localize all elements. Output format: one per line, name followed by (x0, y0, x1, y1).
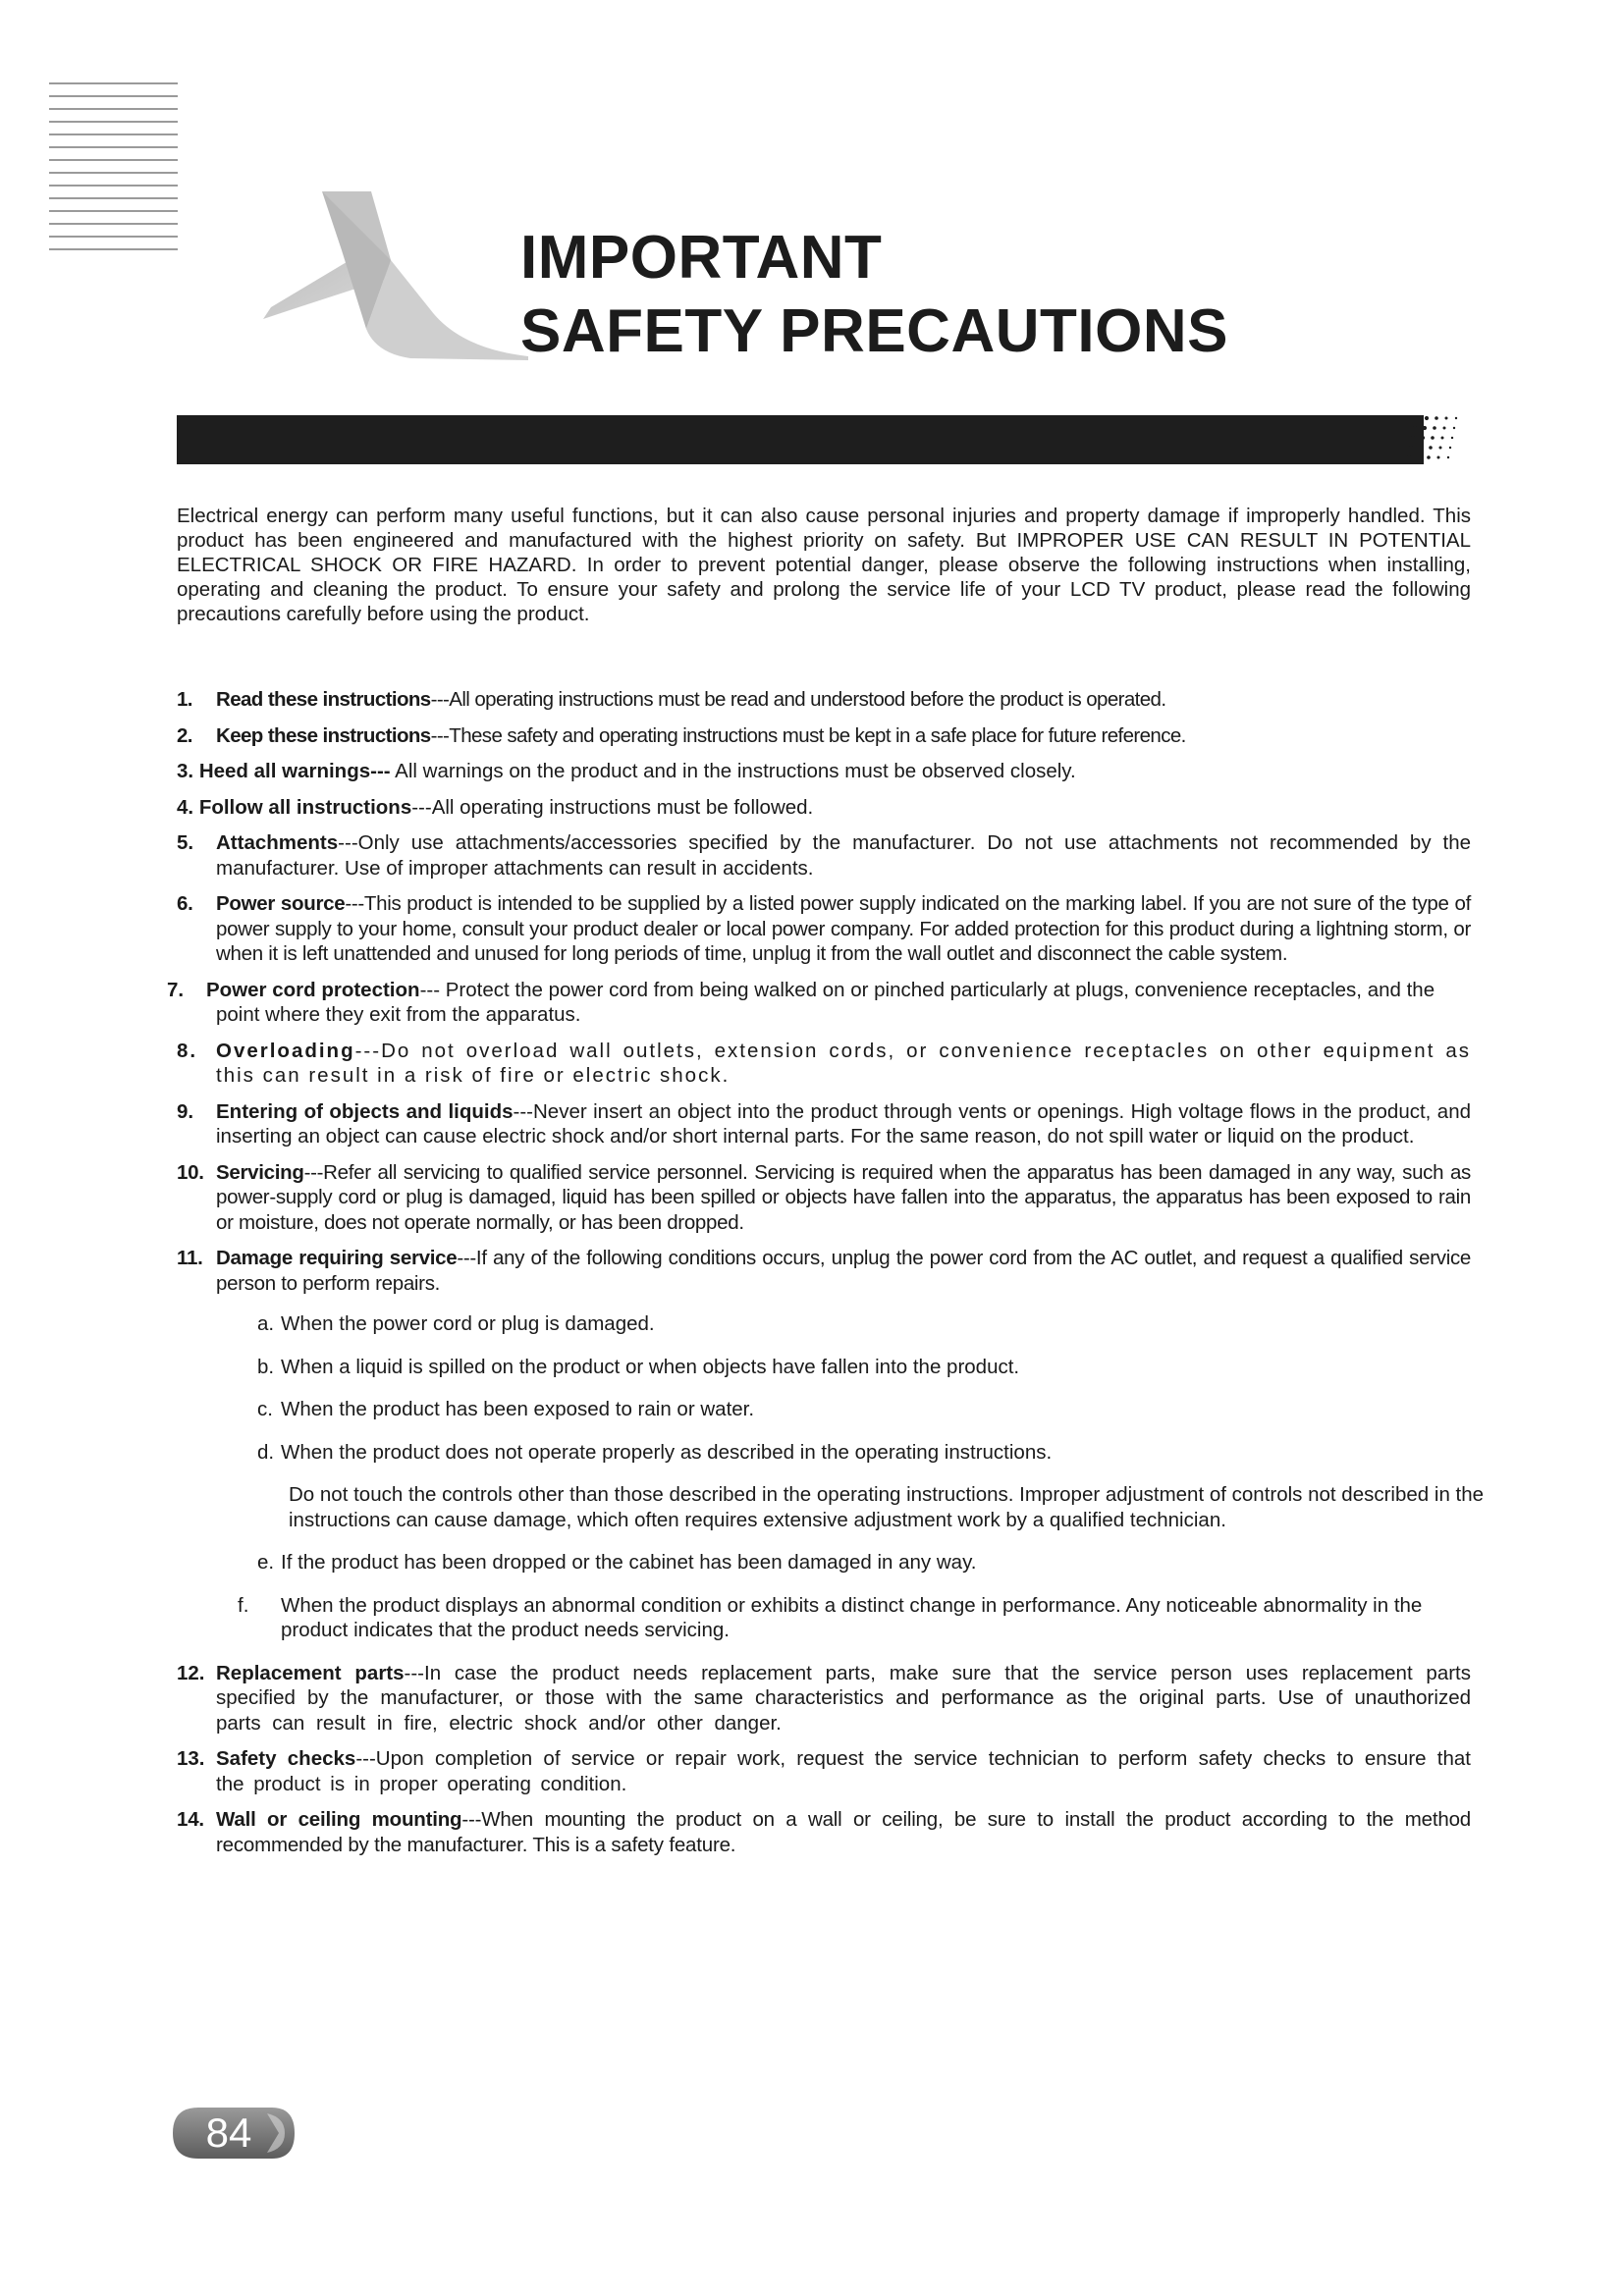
sub-item-text: When the product displays an abnormal condition or exhibits a distinct change in performance. Any noticeable abnormality in the product indicates that the product needs servicing. (281, 1593, 1423, 1641)
sub-item-text: When a liquid is spilled on the product or when objects have fallen into the product. (281, 1355, 1020, 1378)
list-item (177, 1099, 1471, 1149)
item-text: ---If any of the following conditions occurs, unplug the power cord from the AC outlet, and request a qualified service person to perform repairs. (216, 1247, 1471, 1295)
intro-paragraph: Electrical energy can perform many useful functions, but it can also cause personal injuries and property damage if improperly handled. This product has been engineered and manufactured with the highest priority on safety. But IMPROPER USE CAN RESULT IN POTENTIAL ELECTRICAL SHOCK OR FIRE HAZARD. In order to prevent potential danger, please observe the following instructions when installing, operating and cleaning the product. To ensure your safety and prolong the service life of your LCD TV product, please read the following precautions carefully before using the product. (177, 505, 1471, 625)
header-bar (177, 415, 1424, 464)
item-title: Wall or ceiling mounting (216, 1808, 462, 1831)
sub-item-text: If the product has been dropped or the cabinet has been damaged in any way. (281, 1551, 977, 1574)
list-item (177, 1807, 1471, 1857)
list-item (177, 795, 1471, 821)
item-text: ---Upon completion of service or repair work, request the service technician to perform safety checks to ensure that the product is in proper operating condition. (216, 1747, 1472, 1795)
sub-item-note: Do not touch the controls other than those described in the operating instructions. Improper adjustment of controls not described in the instructions can cause damage, which often requires extensive adjustment work by a qualified technician. (289, 1483, 1485, 1531)
list-item (177, 891, 1471, 967)
item-text: ---In case the product needs replacement parts, make sure that the service person uses replacement parts specified by the manufacturer, or those with the same characteristics and performance as the original parts. Use of unauthorized parts can result in fire, electric shock and/or other danger. (216, 1661, 1472, 1735)
page-title (520, 221, 1228, 368)
sub-item-letter: c. (257, 1398, 273, 1420)
list-item (177, 1661, 1471, 1736)
item-number: 7. (167, 978, 185, 1001)
item-number: 6. (177, 892, 193, 915)
list-item (177, 1039, 1471, 1089)
list-item (177, 1160, 1471, 1236)
sub-item-text: When the product has been exposed to rain or water. (281, 1398, 755, 1420)
item-text: ---This product is intended to be supplied by a listed power supply indicated on the marking label. If you are not sure of the type of power supply to your home, consult your product dealer or local power company. For added protection for this product during a lightning storm, or when it is left unattended and unused for long periods of time, unplug it from the wall outlet and disconnect the cable system. (216, 892, 1472, 965)
list-item (177, 687, 1471, 713)
dot-pattern-decoration (1399, 410, 1468, 469)
item-title: Attachments (216, 831, 339, 854)
item-number: 12. (177, 1661, 205, 1684)
item-title: Replacement parts (216, 1661, 405, 1684)
list-item (177, 1246, 1471, 1296)
sub-item (177, 1311, 1471, 1337)
item-number: 10. (177, 1160, 204, 1184)
item-title: Overloading (216, 1039, 355, 1062)
sub-item-letter: b. (257, 1355, 275, 1378)
item-text: --- Protect the power cord from being walked on or pinched particularly at plugs, convenience receptacles, and the point where they exit from the apparatus. (216, 978, 1435, 1026)
item-title: Heed all warnings--- (198, 760, 391, 782)
item-text: ---When mounting the product on a wall or ceiling, be sure to install the product according to the method recommended by the manufacturer. This is a safety feature. (216, 1808, 1471, 1856)
item-text: ---Do not overload wall outlets, extension cords, or convenience receptacles on other equipment as this can result in a risk of fire or electric shock. (216, 1039, 1471, 1087)
sub-item-letter: a. (257, 1312, 275, 1335)
item-text: ---All operating instructions must be read and understood before the product is operated. (430, 688, 1166, 711)
page-number: 84 (205, 2109, 252, 2156)
item-number: 9. (177, 1099, 194, 1123)
sub-item-letter: d. (257, 1440, 275, 1464)
item-number: 1. (177, 688, 192, 711)
item-number: 3. (177, 760, 194, 782)
item-title: Damage requiring service (216, 1247, 458, 1269)
item-number: 13. (177, 1747, 205, 1770)
sub-item (177, 1355, 1471, 1380)
title-line-1: IMPORTANT (520, 224, 883, 292)
list-item (167, 978, 1471, 1028)
list-item (177, 1746, 1471, 1796)
item-title: Keep these instructions (216, 723, 431, 747)
item-text: ---Refer all servicing to qualified service personnel. Servicing is required when the apparatus has been damaged in any way, such as power-supply cord or plug is damaged, liquid has been spilled or objects have fallen into the apparatus, the apparatus has been exposed to rain or moisture, does not operate normally, or has been dropped. (216, 1160, 1471, 1234)
title-line-2: SAFETY PRECAUTIONS (520, 297, 1228, 365)
x-logo-icon (263, 191, 528, 360)
item-number: 4. (177, 795, 194, 819)
side-decoration-lines (49, 82, 178, 261)
sub-item-letter: f. (238, 1593, 249, 1617)
item-number: 8. (177, 1039, 198, 1062)
item-text: All warnings on the product and in the instructions must be observed closely. (390, 760, 1076, 782)
item-text: ---These safety and operating instructions must be kept in a safe place for future reference. (430, 723, 1186, 747)
sub-item-text: When the product does not operate properly as described in the operating instructions. (281, 1440, 1053, 1464)
item-number: 11. (177, 1247, 203, 1269)
list-item (177, 723, 1471, 749)
sub-item-text: When the power cord or plug is damaged. (281, 1312, 655, 1335)
sub-item-letter: e. (257, 1551, 275, 1574)
sub-item (177, 1550, 1471, 1575)
item-title: Follow all instructions (198, 795, 412, 819)
item-title: Read these instructions (216, 688, 431, 711)
item-number: 2. (177, 723, 192, 747)
precautions-list (167, 687, 1485, 1868)
list-item (177, 759, 1471, 784)
sub-item (177, 1440, 1471, 1466)
item-text: ---Only use attachments/accessories specified by the manufacturer. Do not use attachments not recommended by the manufacturer. Use of improper attachments can result in accidents. (216, 831, 1471, 880)
item-title: Safety checks (216, 1747, 356, 1770)
list-item (177, 830, 1471, 881)
sub-item (177, 1593, 1471, 1643)
item-number: 5. (177, 831, 194, 854)
item-text: ---All operating instructions must be followed. (411, 795, 814, 819)
item-text: ---Never insert an object into the product through vents or openings. High voltage flows in the product, and inserting an object can cause electric shock and/or short internal parts. For the same reason, do not spill water or liquid on the product. (216, 1099, 1471, 1148)
item-title: Power source (216, 892, 346, 915)
item-title: Servicing (216, 1160, 304, 1184)
item-title: Entering of objects and liquids (216, 1099, 514, 1123)
item-title: Power cord protection (206, 978, 420, 1001)
sub-item (177, 1397, 1471, 1422)
item-number: 14. (177, 1808, 204, 1831)
